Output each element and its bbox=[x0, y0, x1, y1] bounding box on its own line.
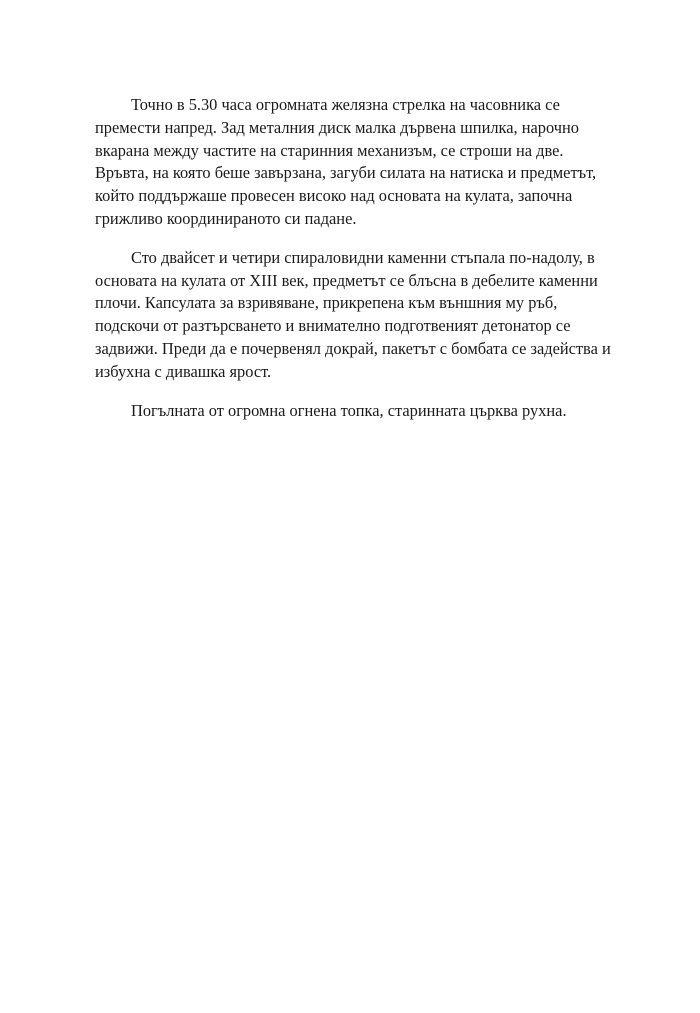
text-line: избухна с дивашка ярост. bbox=[95, 361, 272, 381]
text-line: плочи. Капсулата за взривяване, прикрепена към външния му ръб, bbox=[95, 293, 558, 313]
text-line: вкарана между частите на старинния механизъм, се строши на две. bbox=[95, 140, 564, 160]
text-line: подскочи от разтърсването и внимателно подготвеният детонатор се bbox=[95, 316, 571, 336]
paragraph-1 bbox=[95, 94, 620, 231]
text-line: Сто двайсет и четири спираловидни каменни стъпала по-надолу, в bbox=[131, 247, 595, 267]
text-line: Точно в 5.30 часа огромната желязна стрелка на часовника се bbox=[131, 95, 560, 114]
text-line: грижливо координираното си падане. bbox=[95, 208, 357, 228]
text-line: Погълната от огромна огнена топка, старинната църква рухна. bbox=[131, 400, 567, 420]
text-line: задвижи. Преди да е почервенял докрай, пакетът с бомбата се задейства и bbox=[95, 338, 611, 358]
text-line: основата на кулата от XIII век, предметът се блъсна в дебелите каменни bbox=[95, 270, 598, 290]
text-line: премести напред. Зад металния диск малка дървена шпилка, нарочно bbox=[95, 117, 579, 137]
body-text bbox=[95, 94, 620, 438]
text-line: който поддържаше провесен високо над основата на кулата, започна bbox=[95, 186, 573, 206]
text-line: Връвта, на която беше завързана, загуби силата на натиска и предметът, bbox=[95, 163, 597, 183]
paragraph-2 bbox=[95, 247, 620, 384]
paragraph-3 bbox=[95, 400, 620, 423]
